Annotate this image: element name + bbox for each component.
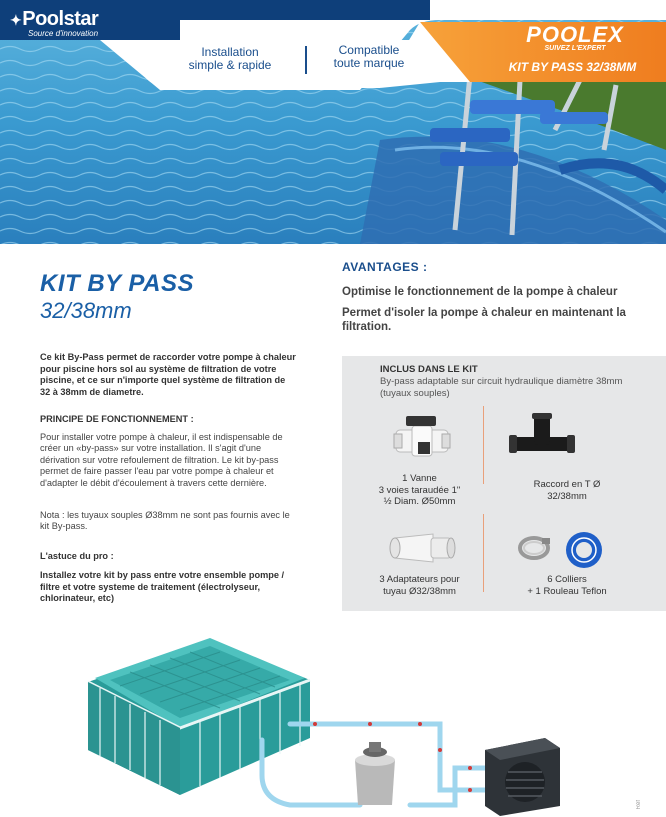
- kit-item-clamps: [492, 574, 642, 597]
- feature-compatible: [304, 44, 434, 70]
- feature-installation: [165, 46, 295, 72]
- kit-heading: INCLUS DANS LE KIT: [380, 364, 478, 375]
- poolex-logo: [500, 22, 650, 52]
- kit-item-t-fitting: [492, 479, 642, 502]
- kit-item-adapters: [357, 574, 482, 597]
- note-paragraph: Nota : les tuyaux souples Ø38mm ne sont pas fournis avec le kit By-pass.: [40, 510, 290, 532]
- poolstar-tagline: Source d'innovation: [28, 29, 99, 38]
- product-title: KIT BY PASS: [40, 270, 194, 297]
- clamps-teflon-icon: [510, 524, 610, 572]
- installation-diagram: [0, 620, 666, 817]
- kit-item-line: ½ Diam. Ø50mm: [383, 496, 456, 507]
- kit-item-line: 32/38mm: [547, 490, 587, 502]
- hero-banner: [0, 0, 666, 244]
- avantage-item: Permet d'isoler la pompe à chaleur en maintenant la filtration.: [342, 307, 626, 333]
- kit-item-line: + 1 Rouleau Teflon: [527, 585, 607, 597]
- kit-divider: [483, 406, 484, 484]
- feature-installation-line1: Installation: [201, 45, 259, 59]
- adapter-icon: [387, 524, 457, 572]
- avantages-heading: AVANTAGES :: [342, 260, 428, 274]
- kit-subheading: By-pass adaptable sur circuit hydraulique diamètre 38mm (tuyaux souples): [380, 376, 623, 399]
- principe-paragraph: Pour installer votre pompe à chaleur, il est indispensable de créer un «by-pass» sur votre installation. Il s'agit d'une dérivation sur votre refoulement de filtration. Le kit by-pass permet de faire passer l'eau par votre pompe à chaleur et d'adapter le débit d'écoulement à travers cette dernière.: [40, 432, 283, 488]
- poolstar-logo: [10, 8, 98, 38]
- kit-contents-box: [342, 356, 666, 611]
- kit-item-line: 1 Vanne: [402, 473, 437, 484]
- product-subtitle: 32/38mm: [40, 298, 132, 323]
- astuce-heading: L'astuce du pro :: [40, 551, 114, 561]
- t-fitting-icon: [507, 411, 577, 461]
- reference-code: Réf: [636, 800, 642, 810]
- astuce-paragraph: Installez votre kit by pass entre votre ensemble pompe / filtre et votre systeme de traitement (électrolyseur, chlorinateur, etc): [40, 570, 285, 603]
- kit-item-line: tuyau Ø32/38mm: [383, 585, 456, 597]
- avantage-item: Optimise le fonctionnement de la pompe à chaleur: [342, 286, 618, 298]
- product-ribbon: KIT BY PASS 32/38MM: [508, 60, 637, 74]
- kit-item-line: 3 Adaptateurs pour: [379, 574, 460, 585]
- kit-item-line: 3 voies taraudée 1": [378, 484, 461, 496]
- kit-item-valve: [357, 473, 482, 508]
- feature-compatible-line1: Compatible: [338, 43, 400, 57]
- poolex-wordmark: POOLEX: [526, 22, 624, 47]
- feature-installation-line2: simple & rapide: [188, 58, 272, 72]
- intro-paragraph: Ce kit By-Pass permet de raccorder votre pompe à chaleur pour piscine hors sol au système de filtration de votre piscine, et ce sur n'importe quel système de filtration de 32 à 38mm de diametre.: [40, 352, 296, 397]
- principe-heading: PRINCIPE DE FONCTIONNEMENT :: [40, 414, 194, 424]
- feature-compatible-line2: toute marque: [333, 56, 405, 70]
- valve-icon: [392, 412, 452, 464]
- poolstar-wordmark: Poolstar: [22, 8, 99, 30]
- kit-item-line: Raccord en T Ø: [533, 479, 601, 490]
- kit-divider: [483, 514, 484, 592]
- kit-item-line: 6 Colliers: [547, 574, 587, 585]
- poolex-tagline: SUIVEZ L'EXPERT: [544, 45, 606, 52]
- star-icon: ✦: [10, 12, 22, 28]
